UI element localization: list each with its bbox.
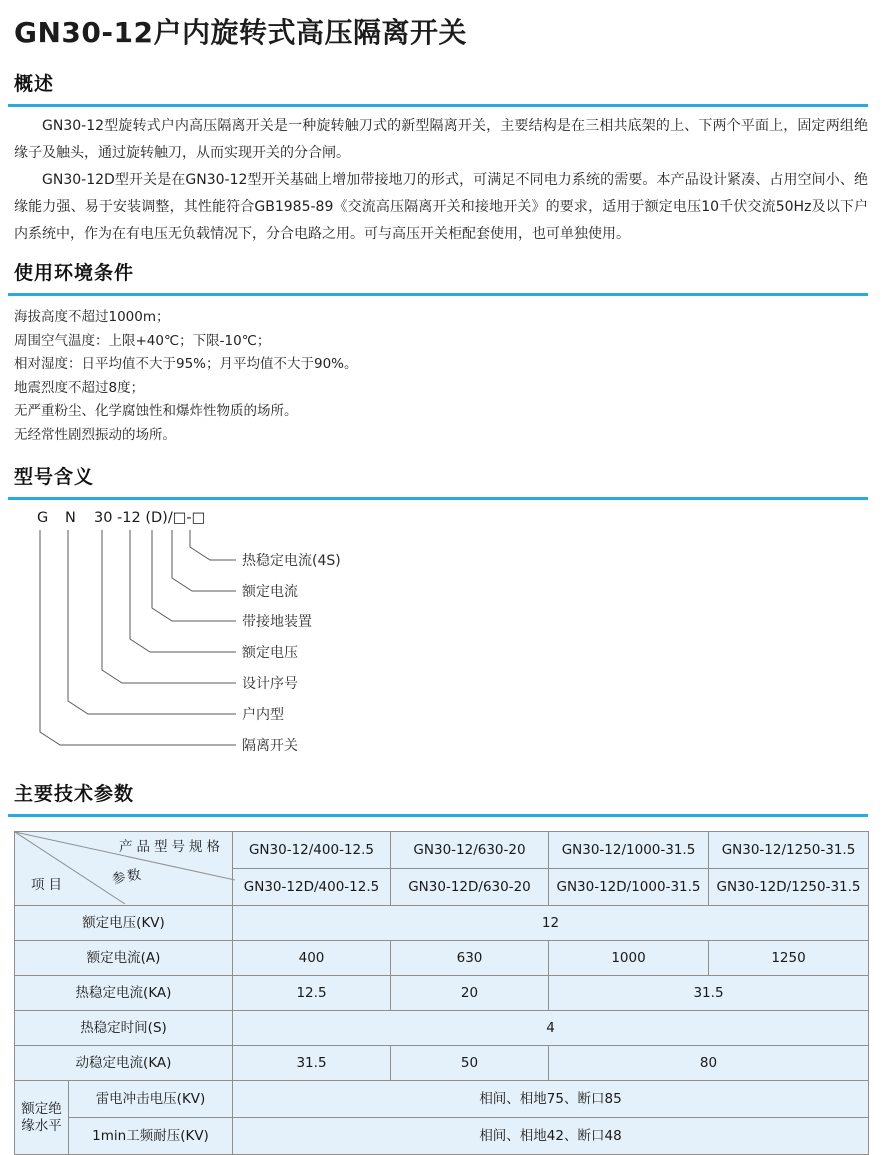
param-label-cell: 热稳定电流(KA) [15,976,233,1011]
table-corner-diagonals [15,832,232,905]
section-environment [14,261,868,447]
param-value-cell: 31.5 [549,976,869,1011]
environment-item: 海拔高度不超过1000m； [14,309,170,325]
insulation-group-label-cell: 额定绝缘水平 [15,1081,69,1155]
section-underline [8,104,868,107]
section-overview [14,72,868,248]
param-value-cell: 80 [549,1046,869,1081]
environment-list [14,306,868,447]
param-value-cell: 31.5 [233,1046,391,1081]
param-label-cell: 1min工频耐压(KV) [69,1118,233,1155]
model-spec-cell: GN30-12D/1000-31.5 [549,869,709,906]
section-heading-environment: 使用环境条件 [14,262,135,284]
section-model-meaning [14,465,868,758]
model-branch-label: 设计序号 [242,676,298,692]
model-branch-label: 额定电流 [242,584,298,600]
param-value-cell: 12 [233,906,869,941]
param-label-cell: 热稳定时间(S) [15,1011,233,1046]
environment-item: 无严重粉尘、化学腐蚀性和爆炸性物质的场所。 [14,403,298,419]
model-spec-cell: GN30-12/1000-31.5 [549,832,709,869]
param-value-cell: 1250 [709,941,869,976]
section-parameters [14,782,868,1155]
model-spec-cell: GN30-12D/630-20 [391,869,549,906]
environment-item: 周围空气温度：上限+40℃；下限-10℃； [14,332,271,349]
param-value-cell: 20 [391,976,549,1011]
model-branch-line [40,530,236,745]
section-heading-parameters: 主要技术参数 [14,783,135,805]
param-label-cell: 额定电流(A) [15,941,233,976]
param-value-cell: 1000 [549,941,709,976]
param-value-cell: 50 [391,1046,549,1081]
table-corner-cell [15,832,233,906]
model-spec-cell: GN30-12/400-12.5 [233,832,391,869]
model-code-indoor: N [65,510,76,526]
param-label-cell: 额定电压(KV) [15,906,233,941]
model-code-series: G [37,510,49,526]
model-code-diagram [14,506,868,758]
corner-label-parameter: 参数 [110,866,145,888]
model-spec-cell: GN30-12D/1250-31.5 [709,869,869,906]
param-label-cell: 雷电冲击电压(KV) [69,1081,233,1118]
parameters-table [14,831,869,1155]
model-spec-cell: GN30-12/1250-31.5 [709,832,869,869]
model-branch-line [102,530,236,683]
corner-label-item: 项目 [31,877,66,893]
param-value-cell: 400 [233,941,391,976]
param-value-cell: 4 [233,1011,869,1046]
model-code-diagram-svg [14,506,868,758]
param-value-cell: 相间、相地75、断口85 [233,1081,869,1118]
model-spec-cell: GN30-12D/400-12.5 [233,869,391,906]
param-label-cell: 动稳定电流(KA) [15,1046,233,1081]
environment-item: 地震烈度不超过8度； [14,379,145,396]
model-branch-line [152,530,236,621]
model-branch-line [190,530,236,560]
section-heading-overview: 概述 [14,73,55,95]
model-branch-label: 带接地装置 [242,614,312,630]
environment-item: 相对湿度：日平均值不大于95%；月平均值不大于90%。 [14,356,358,372]
model-branch-label: 额定电压 [242,645,298,661]
model-code-rest: 30 -12 (D)/□-□ [94,510,206,526]
environment-item: 无经常性剧烈振动的场所。 [14,426,176,443]
param-value-cell: 12.5 [233,976,391,1011]
page-title: GN30-12户内旋转式高压隔离开关 [14,16,467,49]
overview-paragraph: GN30-12D型开关是在GN30-12型开关基础上增加带接地刀的形式，可满足不同电力系统的需要。本产品设计紧凑、占用空间小、绝缘能力强、易于安装调整，其性能符合GB1985-89《交流高压隔离开关和接地开关》的要求，适用于额定电压10千伏交流50Hz及以下户内系统中，作为在有电压无负载情况下，分合电路之用。可与高压开关柜配套使用，也可单独使用。 [14,172,868,242]
section-underline [8,497,868,500]
corner-label-product-spec: 产品型号规格 [119,839,224,855]
param-value-cell: 630 [391,941,549,976]
overview-paragraph: GN30-12型旋转式户内高压隔离开关是一种旋转触刀式的新型隔离开关，主要结构是在三相共底架的上、下两个平面上，固定两组绝缘子及触头，通过旋转触刀，从而实现开关的分合闸。 [14,118,868,161]
section-underline [8,814,868,817]
param-value-cell: 相间、相地42、断口48 [233,1118,869,1155]
model-spec-cell: GN30-12/630-20 [391,832,549,869]
model-branch-label: 户内型 [242,707,284,723]
model-branch-label: 隔离开关 [242,738,298,754]
overview-paragraphs [14,113,868,248]
section-heading-model: 型号含义 [14,466,95,488]
section-underline [8,293,868,296]
model-branch-label: 热稳定电流(4S) [242,553,341,569]
